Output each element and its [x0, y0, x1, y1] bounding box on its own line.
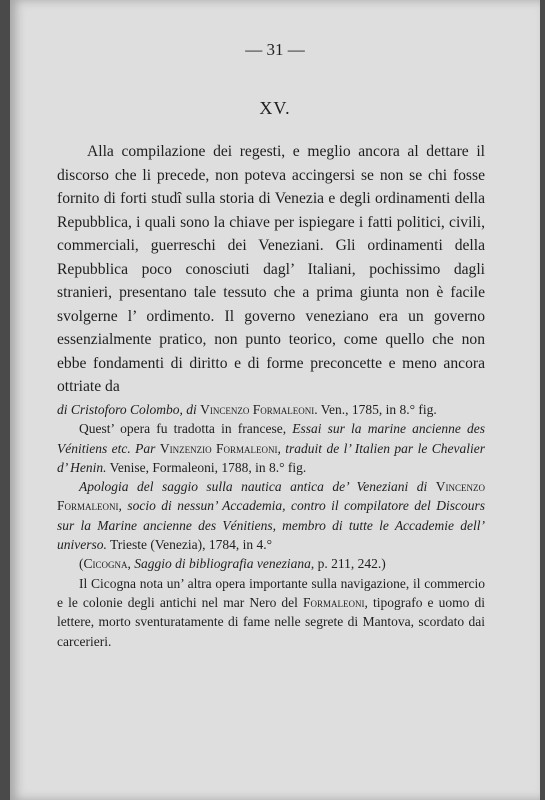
main-paragraph: Alla compilazione dei regesti, e meglio ancora al dettare il discorso che li precede, non poteva accingersi se non se chi fosse fornito di forti studî sulla storia di Venezia e degli ordinamenti della Repubblica, i quali sono la chiave per ispiegare i fatti politici, civili, commerciali, guerreschi dei Veneziani. Gli ordinamenti della Repubblica poco conosciuti dagl’ Italiani, pochissimo dagli stranieri, presentano tale tessuto che a prima giunta non è facile svolgerne l’ ordimento. Il governo veneziano era un governo essenzialmente pratico, non punto teorico, come quello che non ebbe fondamenti di diritto e di forme preconcette e meno ancora ottriate da — [57, 143, 485, 395]
footnote-text: Venise, Formaleoni, 1788, in 8.° fig. — [109, 459, 307, 475]
footnote-text: Trieste (Venezia), 1784, in 4.° — [110, 537, 273, 553]
page-number: — 31 — — [245, 40, 305, 59]
footnote-text: , tipografo e uomo di lettere, morto sventuratamente di fame nelle segrete di Mantova, scordato dai carcerieri. — [57, 594, 485, 649]
footnote-title: Essai sur la marine ancienne des Vénitiens etc. Par — [57, 421, 485, 456]
footnote-title: Saggio di bibliografia veneziana — [134, 556, 311, 572]
footnote-title: , socio di nessun’ Accademia, contro il compilatore del Discours sur la Marine ancienne des Vénitiens, membro di tutte le Accademie dell’ universo. — [57, 498, 485, 553]
footnote-text: Il Cicogna nota un’ altra opera importante sulla navigazione, il commercio e le colonie degli antichi nel mar Nero del — [57, 575, 485, 610]
footnote-5 — [57, 574, 485, 651]
footnote-title: , traduit de l’ Italien par le Chevalier d’ Henin. — [57, 440, 485, 475]
footnote-title: Apologia del saggio sulla nautica antica de’ Veneziani di — [79, 479, 428, 495]
footnote-author: Cicogna — [83, 556, 128, 572]
footnote-author: Vincenzo Formaleoni — [200, 402, 315, 417]
footnotes — [57, 400, 485, 651]
main-text — [57, 140, 485, 399]
chapter-heading: XV. — [259, 98, 291, 118]
footnote-text: , p. 211, 242.) — [310, 556, 386, 572]
footnote-text: , — [127, 556, 131, 572]
footnote-author: Formaleoni — [303, 594, 365, 610]
footnote-author: Vinzenzio Formaleoni — [159, 440, 278, 456]
footnote-text: ( — [79, 556, 84, 572]
footnote-title: di Cristoforo Colombo, di — [57, 402, 197, 417]
footnote-1 — [57, 400, 485, 419]
footnote-3 — [57, 477, 485, 554]
book-page — [10, 0, 540, 800]
footnote-author: Vincenzo Formaleoni — [57, 479, 486, 514]
footnote-2 — [57, 419, 485, 477]
footnote-text: . Ven., 1785, in 8.° fig. — [314, 402, 437, 417]
footnote-4 — [57, 554, 485, 573]
footnote-text: Quest’ opera fu tradotta in francese, — [79, 421, 287, 437]
